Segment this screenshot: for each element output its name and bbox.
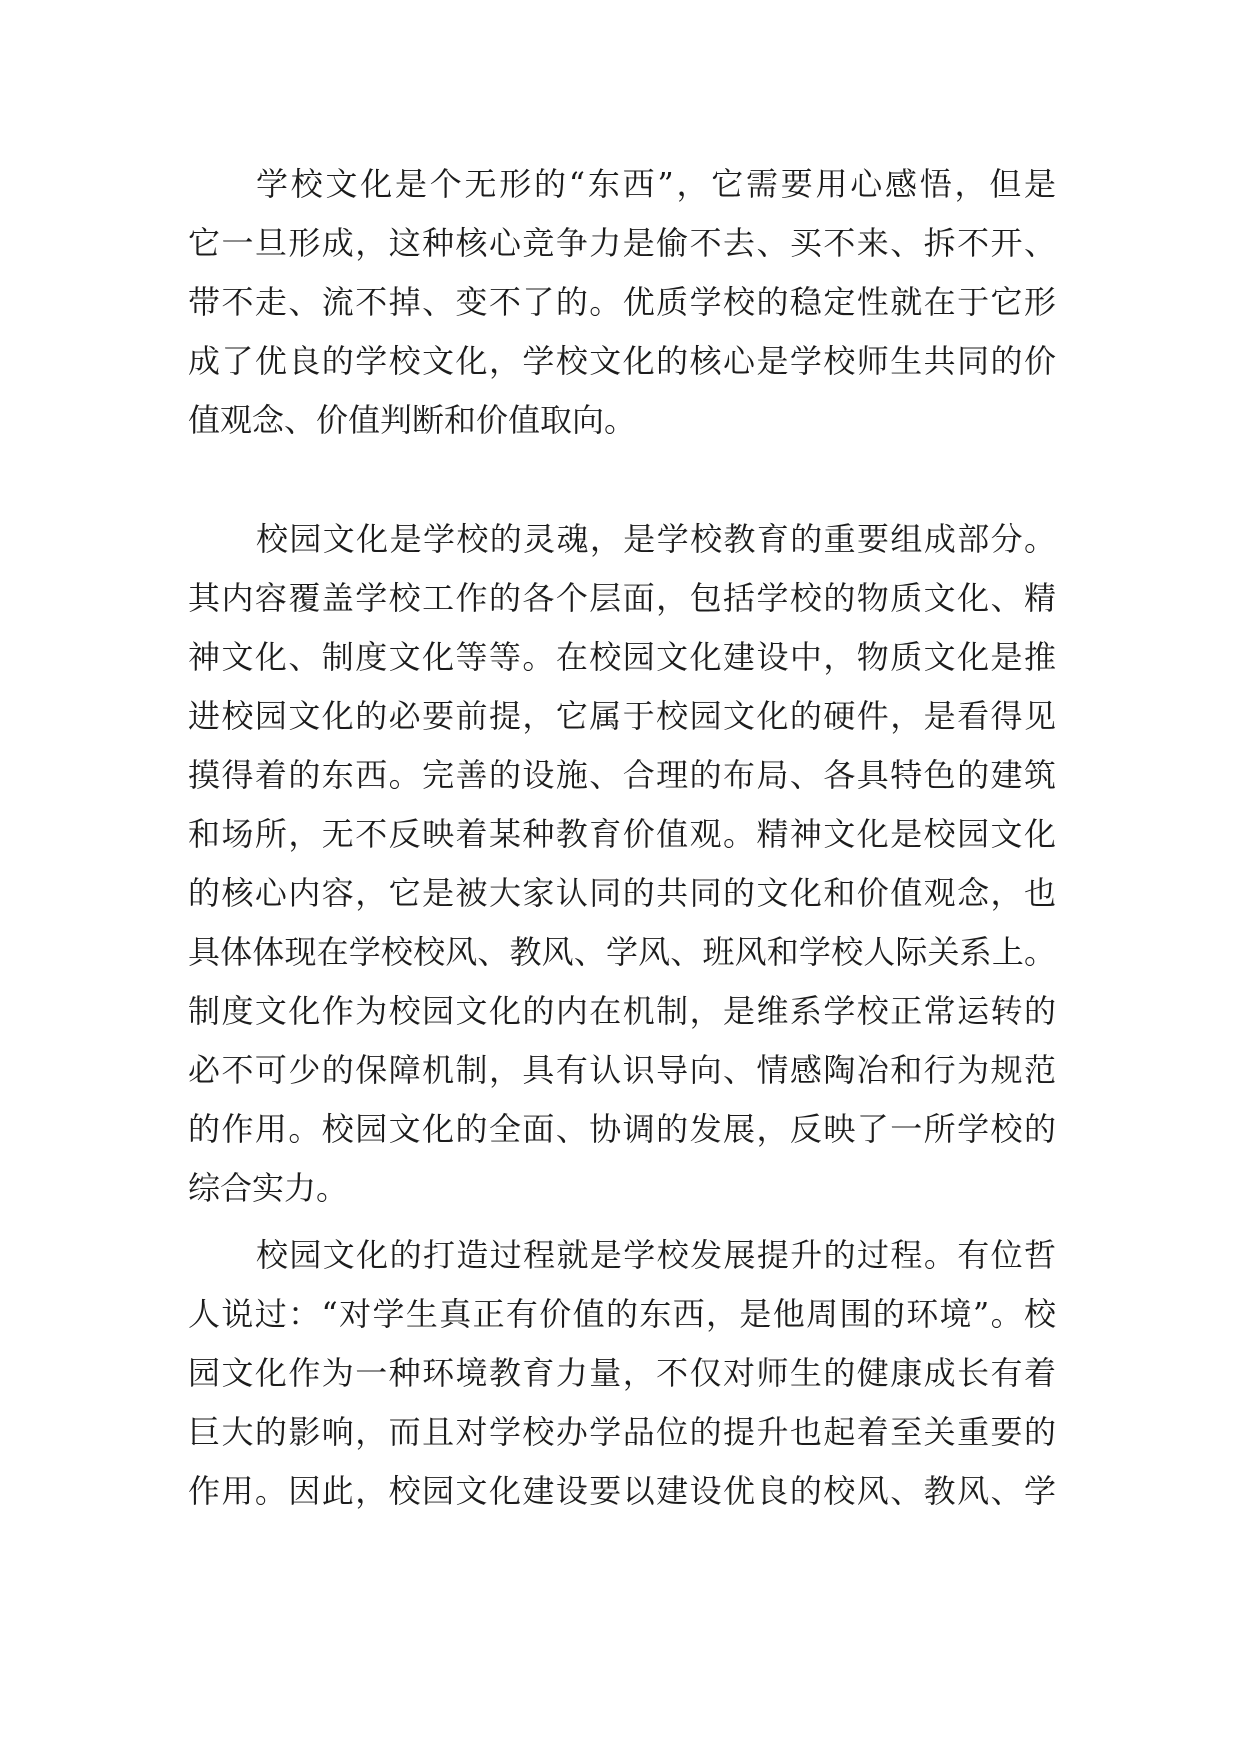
text-line: 神文化、制度文化等等。在校园文化建设中，物质文化是推	[188, 638, 1056, 676]
text-line: 的核心内容，它是被大家认同的共同的文化和价值观念，也	[188, 874, 1056, 912]
text-line: 和场所，无不反映着某种教育价值观。精神文化是校园文化	[188, 815, 1056, 853]
text-line: 园文化作为一种环境教育力量，不仅对师生的健康成长有着	[188, 1354, 1056, 1392]
text-line: 带不走、流不掉、变不了的。优质学校的稳定性就在于它形	[188, 283, 1056, 321]
text-line: 综合实力。	[188, 1169, 349, 1207]
paragraph-building-process	[188, 1226, 1056, 1521]
text-line: 学校文化是个无形的“东西”，它需要用心感悟，但是	[256, 165, 1056, 203]
text-line: 作用。因此，校园文化建设要以建设优良的校风、教风、学	[188, 1472, 1056, 1510]
text-line: 巨大的影响，而且对学校办学品位的提升也起着至关重要的	[188, 1413, 1056, 1451]
text-line: 人说过：“对学生真正有价值的东西，是他周围的环境”。校	[188, 1295, 1056, 1333]
text-line: 必不可少的保障机制，具有认识导向、情感陶冶和行为规范	[188, 1051, 1056, 1089]
paragraph-campus-culture	[188, 510, 1056, 1218]
text-line: 摸得着的东西。完善的设施、合理的布局、各具特色的建筑	[188, 756, 1056, 794]
text-line: 成了优良的学校文化，学校文化的核心是学校师生共同的价	[188, 342, 1056, 380]
text-line: 它一旦形成，这种核心竞争力是偷不去、买不来、拆不开、	[188, 224, 1056, 262]
text-line: 制度文化作为校园文化的内在机制，是维系学校正常运转的	[188, 992, 1056, 1030]
text-line: 进校园文化的必要前提，它属于校园文化的硬件，是看得见	[188, 697, 1056, 735]
text-line: 其内容覆盖学校工作的各个层面，包括学校的物质文化、精	[188, 579, 1056, 617]
text-line: 具体体现在学校校风、教风、学风、班风和学校人际关系上。	[188, 933, 1056, 971]
text-line: 值观念、价值判断和价值取向。	[188, 401, 637, 439]
text-line: 校园文化是学校的灵魂，是学校教育的重要组成部分。	[256, 520, 1056, 558]
text-line: 校园文化的打造过程就是学校发展提升的过程。有位哲	[256, 1236, 1056, 1274]
paragraph-school-culture	[188, 155, 1056, 450]
text-line: 的作用。校园文化的全面、协调的发展，反映了一所学校的	[188, 1110, 1056, 1148]
